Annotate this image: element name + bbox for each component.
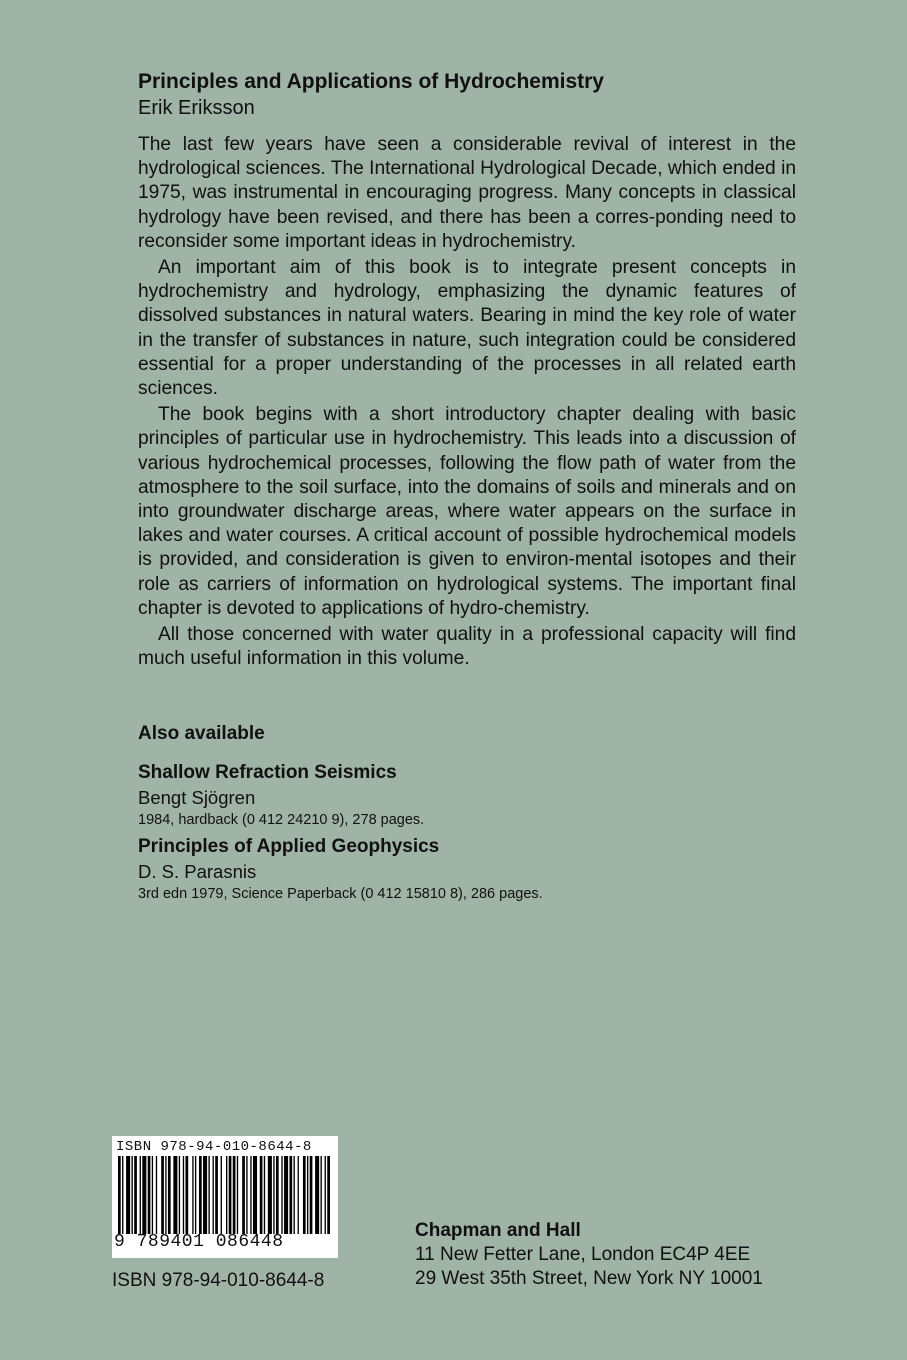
also-available-heading: Also available xyxy=(138,723,265,744)
barcode-bar xyxy=(276,1156,279,1234)
barcode-bar xyxy=(203,1156,207,1234)
barcode-bar xyxy=(161,1156,164,1234)
barcode-bar xyxy=(132,1156,133,1234)
barcode-bar xyxy=(134,1156,137,1234)
publisher-name: Chapman and Hall xyxy=(415,1220,581,1241)
barcode xyxy=(112,1136,338,1258)
barcode-bar xyxy=(242,1156,245,1234)
description-paragraph: All those concerned with water quality in a professional capacity will find much useful information in this volume. xyxy=(138,624,796,670)
barcode-bar xyxy=(165,1156,166,1234)
barcode-bar xyxy=(268,1156,272,1234)
barcode-bar xyxy=(183,1156,184,1234)
barcode-bars xyxy=(112,1156,338,1236)
barcode-bar xyxy=(173,1156,177,1234)
barcode-bar xyxy=(315,1156,319,1234)
barcode-bar xyxy=(237,1156,238,1234)
barcode-bar xyxy=(273,1156,274,1234)
related-book-details: 3rd edn 1979, Science Paperback (0 412 15810 8), 286 pages. xyxy=(138,886,543,902)
barcode-bar xyxy=(148,1156,151,1234)
related-book-details: 1984, hardback (0 412 24210 9), 278 pages. xyxy=(138,812,425,828)
barcode-bar xyxy=(229,1156,232,1234)
barcode-bar xyxy=(233,1156,236,1234)
barcode-bar xyxy=(246,1156,247,1234)
barcode-bar xyxy=(152,1156,153,1234)
barcode-bar xyxy=(142,1156,146,1234)
barcode-bar xyxy=(289,1156,292,1234)
barcode-bar xyxy=(186,1156,189,1234)
barcode-bar xyxy=(327,1156,330,1234)
description-paragraph: The book begins with a short introductory chapter dealing with basic principles of particular use in hydrochemistry. This leads into a discussion of various hydrochemical processes, following the flow path of water from the atmosphere to the soil surface, into the domains of soils and minerals and on into groundwater discharge areas, where water appears on the surface in lakes and water courses. A critical account of possible hydrochemical models is provided, and consideration is given to environ-mental isotopes and their role as carriers of information on hydrological systems. The important final chapter is devoted to applications of hydro-chemistry. xyxy=(138,404,796,619)
barcode-bar xyxy=(281,1156,282,1234)
barcode-bar xyxy=(221,1156,222,1234)
barcode-bar xyxy=(321,1156,322,1234)
barcode-bar xyxy=(192,1156,193,1234)
barcode-bar xyxy=(215,1156,218,1234)
barcode-bar xyxy=(168,1156,171,1234)
barcode-bar xyxy=(253,1156,257,1234)
book-title: Principles and Applications of Hydrochemistry xyxy=(138,70,604,93)
related-book xyxy=(138,762,424,828)
barcode-bar xyxy=(307,1156,308,1234)
description-paragraph: The last few years have seen a considerable revival of interest in the hydrological sciences. The International Hydrological Decade, which ended in 1975, was instrumental in encouraging progress. Many concepts in classical hydrology have been revised, and there has been a corres-ponding need to reconsider some important ideas in hydrochemistry. xyxy=(138,134,796,252)
barcode-bar xyxy=(118,1156,121,1234)
publisher-address-london: 11 New Fetter Lane, London EC4P 4EE xyxy=(415,1244,751,1265)
barcode-bar xyxy=(195,1156,196,1234)
barcode-bar xyxy=(156,1156,157,1234)
barcode-bar xyxy=(213,1156,214,1234)
barcode-bar xyxy=(310,1156,313,1234)
publisher xyxy=(415,1220,763,1290)
barcode-bar xyxy=(179,1156,180,1234)
barcode-bar xyxy=(250,1156,251,1234)
description xyxy=(138,133,796,673)
related-book-title: Principles of Applied Geophysics xyxy=(138,836,440,857)
related-book xyxy=(138,836,543,902)
barcode-bar xyxy=(208,1156,209,1234)
barcode-digits: 9 789401 086448 xyxy=(114,1232,284,1252)
related-book-title: Shallow Refraction Seismics xyxy=(138,762,397,783)
barcode-isbn-label: ISBN 978-94-010-8644-8 xyxy=(116,1139,312,1155)
barcode-bar xyxy=(226,1156,227,1234)
barcode-bar xyxy=(199,1156,202,1234)
barcode-bar xyxy=(294,1156,295,1234)
barcode-bar xyxy=(284,1156,288,1234)
related-book-author: Bengt Sjögren xyxy=(138,787,256,808)
barcode-bar xyxy=(264,1156,265,1234)
barcode-bar xyxy=(140,1156,141,1234)
barcode-bar xyxy=(126,1156,130,1234)
publisher-address-newyork: 29 West 35th Street, New York NY 10001 xyxy=(415,1268,763,1289)
book-author: Erik Eriksson xyxy=(138,97,255,119)
description-paragraph: An important aim of this book is to integrate present concepts in hydrochemistry and hydrology, emphasizing the dynamic features of dissolved substances in natural waters. Bearing in mind the key role of water in the transfer of substances in nature, such integration could be considered essential for a proper understanding of the processes in all related earth sciences. xyxy=(138,257,796,400)
barcode-bar xyxy=(325,1156,326,1234)
barcode-bar xyxy=(122,1156,123,1234)
barcode-bar xyxy=(303,1156,306,1234)
barcode-bar xyxy=(298,1156,299,1234)
related-book-author: D. S. Parasnis xyxy=(138,861,257,882)
barcode-bar xyxy=(260,1156,263,1234)
isbn-number: ISBN 978-94-010-8644-8 xyxy=(112,1270,325,1291)
